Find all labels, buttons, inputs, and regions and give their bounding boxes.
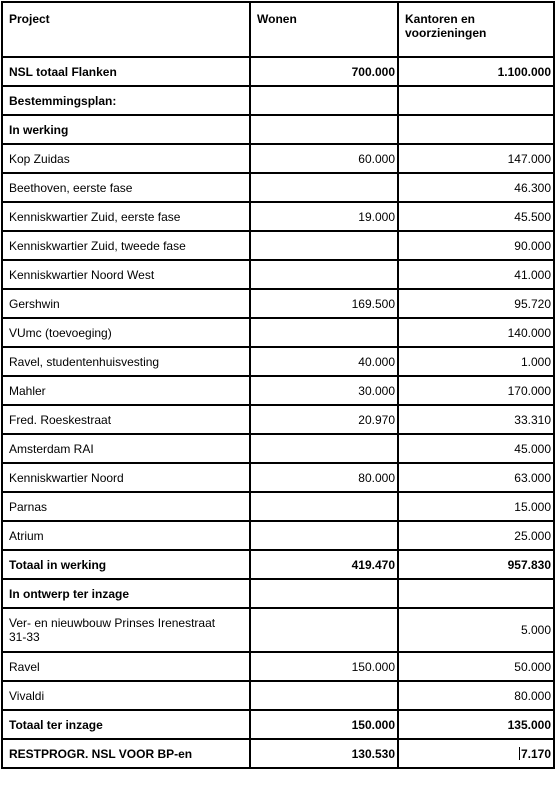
kantoren-cell: 63.000 [398,463,554,492]
row-label: Kenniskwartier Zuid, tweede fase [2,231,250,260]
empty-cell [250,115,398,144]
wonen-cell [250,434,398,463]
table-row [2,318,554,347]
row-label: NSL totaal Flanken [2,57,250,86]
kantoren-cell: 147.000 [398,144,554,173]
row-label: Parnas [2,492,250,521]
kantoren-cell: 1.100.000 [398,57,554,86]
kantoren-cell: 25.000 [398,521,554,550]
empty-cell [250,579,398,608]
header-wonen [250,2,398,57]
row-label: RESTPROGR. NSL VOOR BP-en [2,739,250,768]
row-label: Kenniskwartier Noord [2,463,250,492]
table-row [2,652,554,681]
text-cursor [519,747,520,760]
kantoren-cell: 80.000 [398,681,554,710]
section-row-in-werking [2,115,554,144]
header-row [2,2,554,57]
kantoren-cell: 135.000 [398,710,554,739]
program-table [1,1,555,769]
wonen-cell: 40.000 [250,347,398,376]
wonen-cell: 130.530 [250,739,398,768]
totaal-inzage-row [2,710,554,739]
table-row [2,347,554,376]
kantoren-cell: 15.000 [398,492,554,521]
row-label: Amsterdam RAI [2,434,250,463]
table-row [2,492,554,521]
kantoren-cell: 46.300 [398,173,554,202]
row-label: Kop Zuidas [2,144,250,173]
row-label: Kenniskwartier Noord West [2,260,250,289]
wonen-cell [250,608,398,652]
kantoren-cell: 41.000 [398,260,554,289]
table-row [2,289,554,318]
table-row [2,144,554,173]
empty-cell [398,86,554,115]
row-label: Vivaldi [2,681,250,710]
wonen-cell [250,231,398,260]
row-label: Gershwin [2,289,250,318]
kantoren-cell: 170.000 [398,376,554,405]
table-row [2,681,554,710]
wonen-cell: 700.000 [250,57,398,86]
empty-cell [398,115,554,144]
wonen-cell [250,492,398,521]
table-row [2,231,554,260]
kantoren-cell: 1.000 [398,347,554,376]
section-row-bestemmingsplan [2,86,554,115]
table-row [2,434,554,463]
nsl-total-row [2,57,554,86]
empty-cell [398,579,554,608]
table-row [2,405,554,434]
wonen-cell [250,681,398,710]
table-row [2,173,554,202]
kantoren-cell: 50.000 [398,652,554,681]
wonen-cell: 80.000 [250,463,398,492]
restprogramma-row [2,739,554,768]
row-label: Fred. Roeskestraat [2,405,250,434]
row-label: Ravel [2,652,250,681]
kantoren-cell: 5.000 [398,608,554,652]
table-row [2,608,554,652]
wonen-cell: 169.500 [250,289,398,318]
row-label-line2: 31-33 [9,630,40,644]
row-label: Totaal ter inzage [2,710,250,739]
row-label: Totaal in werking [2,550,250,579]
kantoren-cell[interactable] [398,739,554,768]
totaal-werking-row [2,550,554,579]
wonen-cell: 60.000 [250,144,398,173]
kantoren-cell: 45.000 [398,434,554,463]
table-row [2,376,554,405]
wonen-cell [250,318,398,347]
section-label: In werking [2,115,250,144]
section-label: Bestemmingsplan: [2,86,250,115]
row-label: Mahler [2,376,250,405]
wonen-cell: 150.000 [250,652,398,681]
table-row [2,463,554,492]
header-project [2,2,250,57]
wonen-cell [250,521,398,550]
kantoren-cell: 33.310 [398,405,554,434]
row-label: Kenniskwartier Zuid, eerste fase [2,202,250,231]
table-row [2,260,554,289]
row-label: Atrium [2,521,250,550]
kantoren-cell: 90.000 [398,231,554,260]
kantoren-value: 7.170 [520,746,551,761]
row-label-line1: Ver- en nieuwbouw Prinses Irenestraat [9,616,216,630]
kantoren-cell: 95.720 [398,289,554,318]
header-wonen-text: Wonen [257,12,297,26]
empty-cell [250,86,398,115]
wonen-cell [250,173,398,202]
kantoren-cell: 140.000 [398,318,554,347]
kantoren-cell: 45.500 [398,202,554,231]
row-label: Beethoven, eerste fase [2,173,250,202]
wonen-cell [250,260,398,289]
wonen-cell: 19.000 [250,202,398,231]
section-label: In ontwerp ter inzage [2,579,250,608]
header-kantoren-line1: Kantoren en [405,12,476,26]
wonen-cell: 20.970 [250,405,398,434]
header-kantoren-line2: voorzieningen [405,26,487,40]
row-label [2,608,250,652]
table-row [2,521,554,550]
row-label: Ravel, studentenhuisvesting [2,347,250,376]
header-project-text: Project [9,12,50,26]
table-row [2,202,554,231]
row-label: VUmc (toevoeging) [2,318,250,347]
wonen-cell: 419.470 [250,550,398,579]
kantoren-cell: 957.830 [398,550,554,579]
header-kantoren [398,2,554,57]
section-row-ontwerp [2,579,554,608]
wonen-cell: 30.000 [250,376,398,405]
wonen-cell: 150.000 [250,710,398,739]
